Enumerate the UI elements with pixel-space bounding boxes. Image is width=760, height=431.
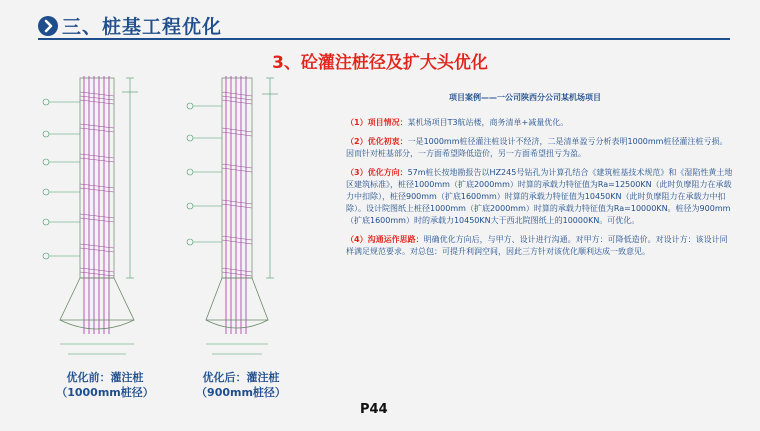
paragraph-label: （2）优化初衷： xyxy=(346,137,408,146)
caption-before-line1: 优化前：灌注桩 xyxy=(66,371,144,384)
paragraph-text: 一是1000mm桩径灌注桩设计不经济，二是清单盈亏分析表明1000mm桩径灌注桩亏损。因而针对桩基部分，一方面希望降低造价，另一方面希望扭亏为盈。 xyxy=(346,137,728,158)
paragraph-direction xyxy=(346,167,734,227)
pile-drawing-after xyxy=(178,72,298,372)
paragraph-text: 某机场项目T3航站楼，商务清单+减量优化。 xyxy=(407,118,569,127)
paragraph-communication xyxy=(346,234,734,258)
caption-after xyxy=(176,370,306,400)
caption-before-line2: （1000mm桩径） xyxy=(56,386,154,399)
chevron-right-icon xyxy=(38,16,58,36)
paragraph-intent xyxy=(346,136,734,160)
case-text-panel xyxy=(346,92,734,265)
caption-after-line1: 优化后：灌注桩 xyxy=(202,371,280,384)
slide-title: 3、砼灌注桩径及扩大头优化 xyxy=(272,53,488,73)
paragraph-project xyxy=(346,117,734,129)
paragraph-label: （1）项目情况： xyxy=(346,118,408,127)
case-title: 项目案例——一公司陕西分公司某机场项目 xyxy=(449,93,601,102)
paragraph-text: 明确优化方向后，与甲方、设计进行沟通。对甲方：可降低造价。对设计方：该设计同样满足规范要求。对总包：可提升利润空间，因此三方针对该优化顺利达成一致意见。 xyxy=(346,235,728,256)
paragraph-label: （4）沟通运作思路： xyxy=(346,235,424,244)
caption-after-line2: （900mm桩径） xyxy=(196,386,286,399)
paragraph-text: 57m桩长按地勘报告以HZ245号钻孔为计算孔结合《建筑桩基技术规范》和《湿陷性黄土地区建筑标准》，桩径1000mm（扩底2000mm）时算的承载力特征值为Ra=12500KN（此时负摩阻力在承载力中扣除），桩径900mm（扩底1600mm）时算的承载力特征值为10450KN（此时负摩阻力在承载力中扣除）。设计院图纸上桩径1000mm（扩底2000mm）时算的承载力特征值为Ra=10000KN。桩径为900mm（扩底1600mm）时的承载力10450KN大于西北院图纸上的10000KN。可优化。 xyxy=(346,168,733,225)
pile-drawing-before xyxy=(38,72,158,372)
paragraph-label: （3）优化方向： xyxy=(346,168,408,177)
page-number: P44 xyxy=(360,402,388,417)
section-title: 三、桩基工程优化 xyxy=(62,16,223,38)
caption-before xyxy=(40,370,170,400)
header-divider xyxy=(38,38,730,40)
